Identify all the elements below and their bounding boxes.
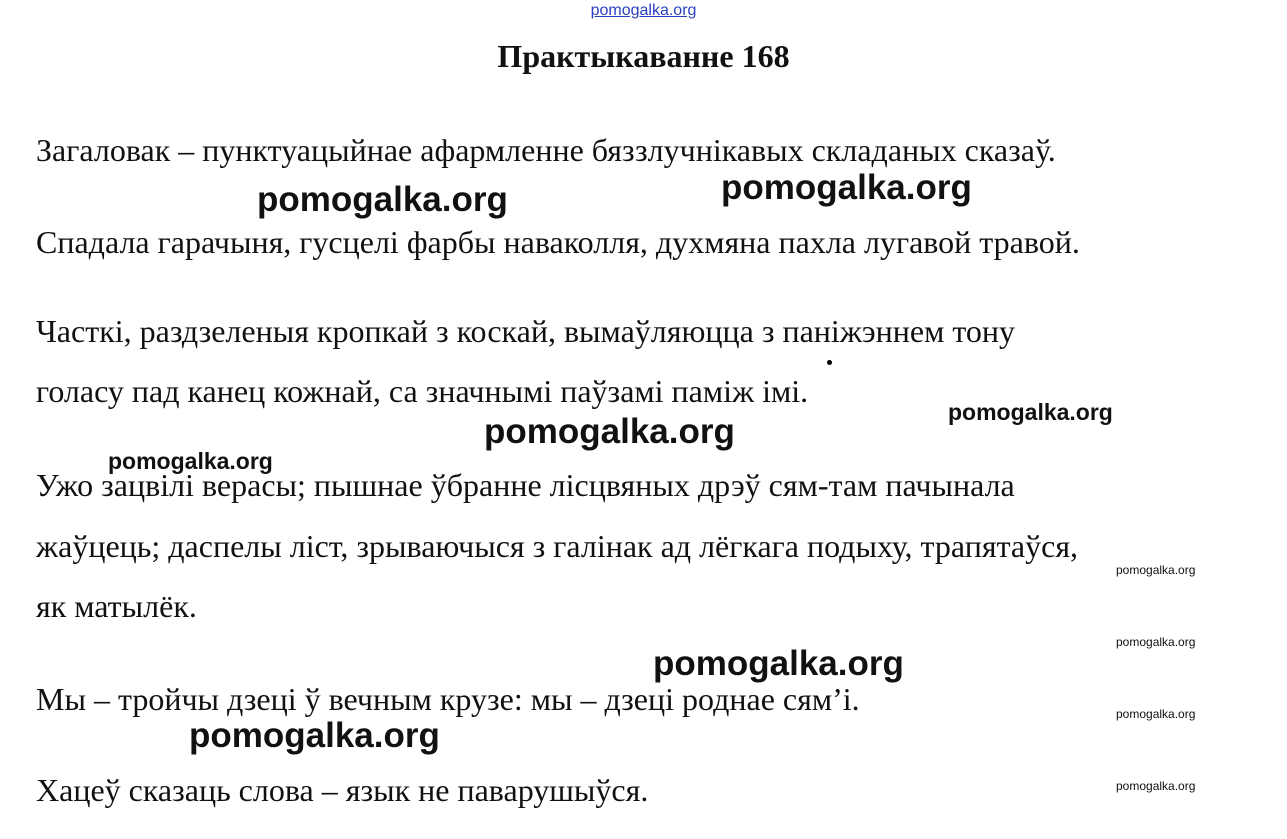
watermark: pomogalka.org bbox=[948, 399, 1113, 425]
watermark: pomogalka.org bbox=[1116, 779, 1196, 793]
paragraph-line: Хацеў сказаць слова – язык не паварушыўся. bbox=[36, 772, 649, 808]
paragraph-line: як матылёк. bbox=[36, 588, 197, 624]
watermark: pomogalka.org bbox=[1116, 707, 1196, 721]
watermark: pomogalka.org bbox=[484, 412, 735, 451]
stray-dot bbox=[827, 360, 832, 365]
paragraph-line: Ужо зацвілі верасы; пышнае ўбранне ліcцвяных дрэў сям-там пачынала bbox=[36, 467, 1015, 503]
watermark: pomogalka.org bbox=[1116, 563, 1196, 577]
watermark: pomogalka.org bbox=[108, 448, 273, 474]
paragraph-line: Часткі, раздзеленыя кропкай з коскай, вымаўляюцца з паніжэннем тону bbox=[36, 313, 1016, 349]
page-title: Практыкаванне 168 bbox=[497, 38, 790, 74]
watermark: pomogalka.org bbox=[257, 180, 508, 219]
source-link[interactable]: pomogalka.org bbox=[590, 2, 697, 19]
paragraph-line: голасу пад канец кожнай, са значнымі паўзамі паміж імі. bbox=[36, 373, 809, 409]
watermark: pomogalka.org bbox=[653, 644, 904, 683]
watermark: pomogalka.org bbox=[721, 168, 972, 207]
paragraph-line: Спадала гарачыня, гусцелі фарбы наваколля, духмяна пахла лугавой травой. bbox=[36, 224, 1080, 260]
paragraph-line: жаўцець; даспелы ліст, зрываючыся з галінак ад лёгкага подыху, трапятаўся, bbox=[36, 528, 1079, 564]
paragraph-line: Мы – тройчы дзеці ў вечным крузе: мы – дзеці роднае сям’і. bbox=[36, 681, 860, 717]
watermark: pomogalka.org bbox=[1116, 635, 1196, 649]
watermark: pomogalka.org bbox=[189, 716, 440, 755]
paragraph-line: Загаловак – пунктуацыйнае афармленне бяззлучнікавых складаных сказаў. bbox=[36, 132, 1056, 168]
